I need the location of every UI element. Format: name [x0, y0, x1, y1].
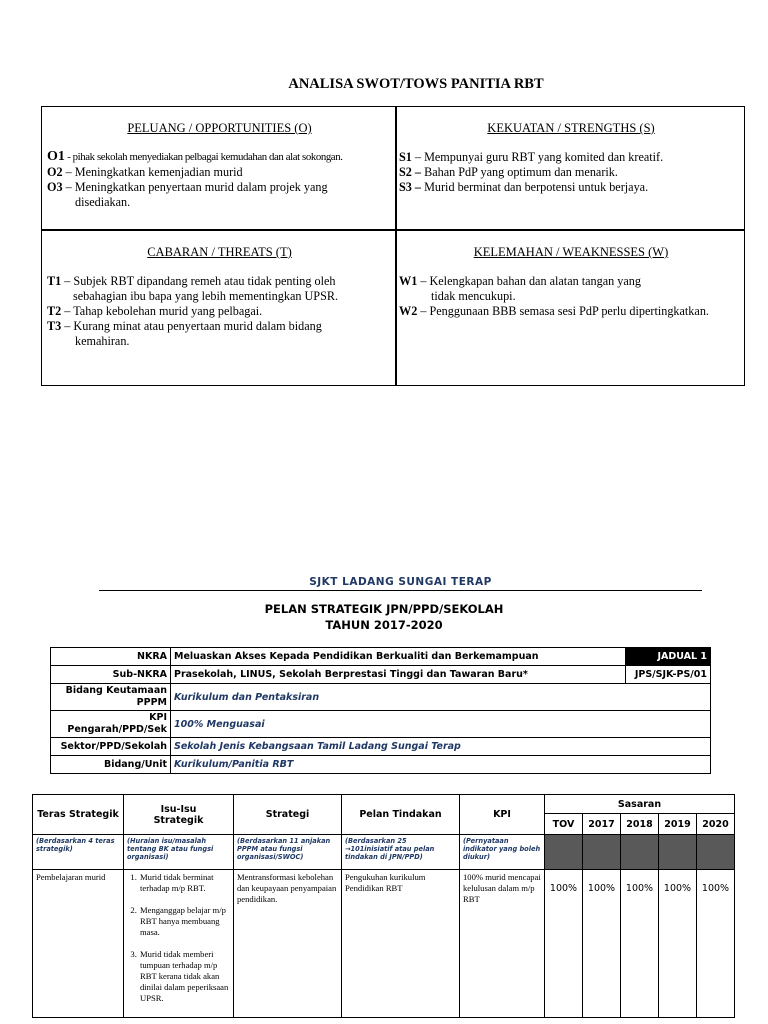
plan-title — [0, 601, 768, 633]
tov-value: 100% — [545, 870, 583, 1018]
col-pelan-header: Pelan Tindakan — [342, 795, 460, 835]
table-row — [33, 870, 735, 1018]
col-2020-header: 2020 — [697, 814, 735, 835]
sektor-value: Sekolah Jenis Kebangsaan Tamil Ladang Sungai Terap — [171, 738, 711, 756]
school-name: SJKT LADANG SUNGAI TERAP — [309, 576, 492, 588]
threat-item: T2 – Tahap kebolehan murid yang pelbagai. — [47, 304, 263, 318]
kpi-note: (Pernyataan indikator yang boleh diukur) — [460, 835, 545, 870]
opportunity-item-continued: disediakan. — [75, 195, 131, 209]
shaded-cell — [545, 835, 583, 870]
shaded-cell — [621, 835, 659, 870]
school-underline — [99, 590, 702, 591]
subnkra-value: Prasekolah, LINUS, Sekolah Berprestasi Tinggi dan Tawaran Baru* — [171, 666, 626, 684]
isu-list — [127, 872, 230, 1004]
isu-note: (Huraian isu/masalah tentang BK atau fungsi organisasi) — [124, 835, 234, 870]
weaknesses-cell — [399, 245, 743, 319]
sektor-label: Sektor/PPD/Sekolah — [51, 738, 171, 756]
grid-divider-vertical — [395, 107, 397, 385]
strategy-table — [32, 794, 735, 1018]
pelan-note: (Berdasarkan 25 →101inisiatif atau pelan tindakan di JPN/PPD) — [342, 835, 460, 870]
info-row-nkra — [51, 648, 711, 666]
strategi-note: (Berdasarkan 11 anjakan PPPM atau fungsi organisasi/SWOC) — [234, 835, 342, 870]
nkra-value: Meluaskan Akses Kepada Pendidikan Berkualiti dan Berkemampuan — [171, 648, 626, 666]
weakness-item-continued: tidak mencukupi. — [431, 289, 516, 303]
opportunities-heading: PELUANG / OPPORTUNITIES (O) — [127, 121, 312, 135]
col-2019-header: 2019 — [659, 814, 697, 835]
col-sasaran-header: Sasaran — [545, 795, 735, 814]
swot-title: ANALISA SWOT/TOWS PANITIA RBT — [288, 76, 544, 92]
opportunity-item: O1 - pihak sekolah menyediakan pelbagai kemudahan dan alat sokongan. — [47, 149, 343, 164]
info-row-sektor — [51, 738, 711, 756]
strategi-cell: Mentransformasi kebolehan dan keupayaan penyampaian pendidikan. — [234, 870, 342, 1018]
threat-item-continued: kemahiran. — [75, 334, 130, 348]
threats-cell — [47, 245, 392, 349]
col-tov-header: TOV — [545, 814, 583, 835]
kpi-cell: 100% murid mencapai kelulusan dalam m/p RBT — [460, 870, 545, 1018]
unit-value: Kurikulum/Panitia RBT — [171, 756, 711, 774]
threat-item: T3 – Kurang minat atau penyertaan murid dalam bidang — [47, 319, 322, 333]
threats-heading: CABARAN / THREATS (T) — [147, 245, 292, 259]
kpi-label: KPI Pengarah/PPD/Sek — [51, 711, 171, 738]
plan-title-line2: TAHUN 2017-2020 — [325, 618, 443, 632]
strength-item: S1 – Mempunyai guru RBT yang komited dan kreatif. — [399, 150, 664, 164]
strength-item: S2 – Bahan PdP yang optimum dan menarik. — [399, 165, 618, 179]
strength-item: S3 – Murid berminat dan berpotensi untuk berjaya. — [399, 180, 649, 194]
target-2019: 100% — [659, 870, 697, 1018]
strengths-cell — [399, 121, 743, 195]
weakness-item: W1 – Kelengkapan bahan dan alatan tangan yang — [399, 274, 641, 288]
pelan-cell: Pengukuhan kurikulum Pendidikan RBT — [342, 870, 460, 1018]
col-strategi-header: Strategi — [234, 795, 342, 835]
shaded-cell — [659, 835, 697, 870]
subnkra-label: Sub-NKRA — [51, 666, 171, 684]
list-item: 1. Murid tidak berminat terhadap m/p RBT. — [139, 872, 230, 894]
swot-grid — [41, 106, 745, 386]
col-2018-header: 2018 — [621, 814, 659, 835]
kpi-value: 100% Menguasai — [171, 711, 711, 738]
strengths-heading: KEKUATAN / STRENGTHS (S) — [487, 121, 655, 135]
target-2018: 100% — [621, 870, 659, 1018]
teras-note: (Berdasarkan 4 teras strategik) — [33, 835, 124, 870]
weaknesses-heading: KELEMAHAN / WEAKNESSES (W) — [473, 245, 669, 259]
opportunities-cell — [47, 121, 392, 210]
isu-cell — [124, 870, 234, 1018]
info-row-unit — [51, 756, 711, 774]
grid-divider-horizontal — [42, 229, 744, 231]
col-isu-header: Isu-Isu Strategik — [124, 795, 234, 835]
header-row — [33, 795, 735, 814]
col-teras-header: Teras Strategik — [33, 795, 124, 835]
bidang-label: Bidang Keutamaan PPPM — [51, 684, 171, 711]
shaded-cell — [697, 835, 735, 870]
opportunity-item: O3 – Meningkatkan penyertaan murid dalam projek yang — [47, 180, 328, 194]
list-item: 3. Murid tidak memberi tumpuan terhadap m/p RBT kerana tidak akan dinilai dalam peperiksaan UPSR. — [139, 949, 230, 1004]
threat-item-continued: sebahagian ibu bapa yang lebih mementingkan UPSR. — [73, 289, 339, 303]
shaded-cell — [583, 835, 621, 870]
info-row-kpi — [51, 711, 711, 738]
list-item: 2. Menganggap belajar m/p RBT hanya membuang masa. — [139, 905, 230, 938]
teras-cell: Pembelajaran murid — [33, 870, 124, 1018]
col-kpi-header: KPI — [460, 795, 545, 835]
unit-label: Bidang/Unit — [51, 756, 171, 774]
bidang-value: Kurikulum dan Pentaksiran — [171, 684, 711, 711]
info-row-subnkra — [51, 666, 711, 684]
jadual-badge: JADUAL 1 — [626, 648, 711, 666]
notes-row — [33, 835, 735, 870]
document-code: JPS/SJK-PS/01 — [626, 666, 711, 684]
nkra-label: NKRA — [51, 648, 171, 666]
target-2017: 100% — [583, 870, 621, 1018]
col-2017-header: 2017 — [583, 814, 621, 835]
info-row-bidang — [51, 684, 711, 711]
info-table — [50, 647, 711, 774]
opportunity-item: O2 – Meningkatkan kemenjadian murid — [47, 165, 243, 179]
threat-item: T1 – Subjek RBT dipandang remeh atau tidak penting oleh — [47, 274, 336, 288]
weakness-item: W2 – Penggunaan BBB semasa sesi PdP perlu dipertingkatkan. — [399, 304, 709, 318]
target-2020: 100% — [697, 870, 735, 1018]
plan-title-line1: PELAN STRATEGIK JPN/PPD/SEKOLAH — [264, 602, 504, 616]
